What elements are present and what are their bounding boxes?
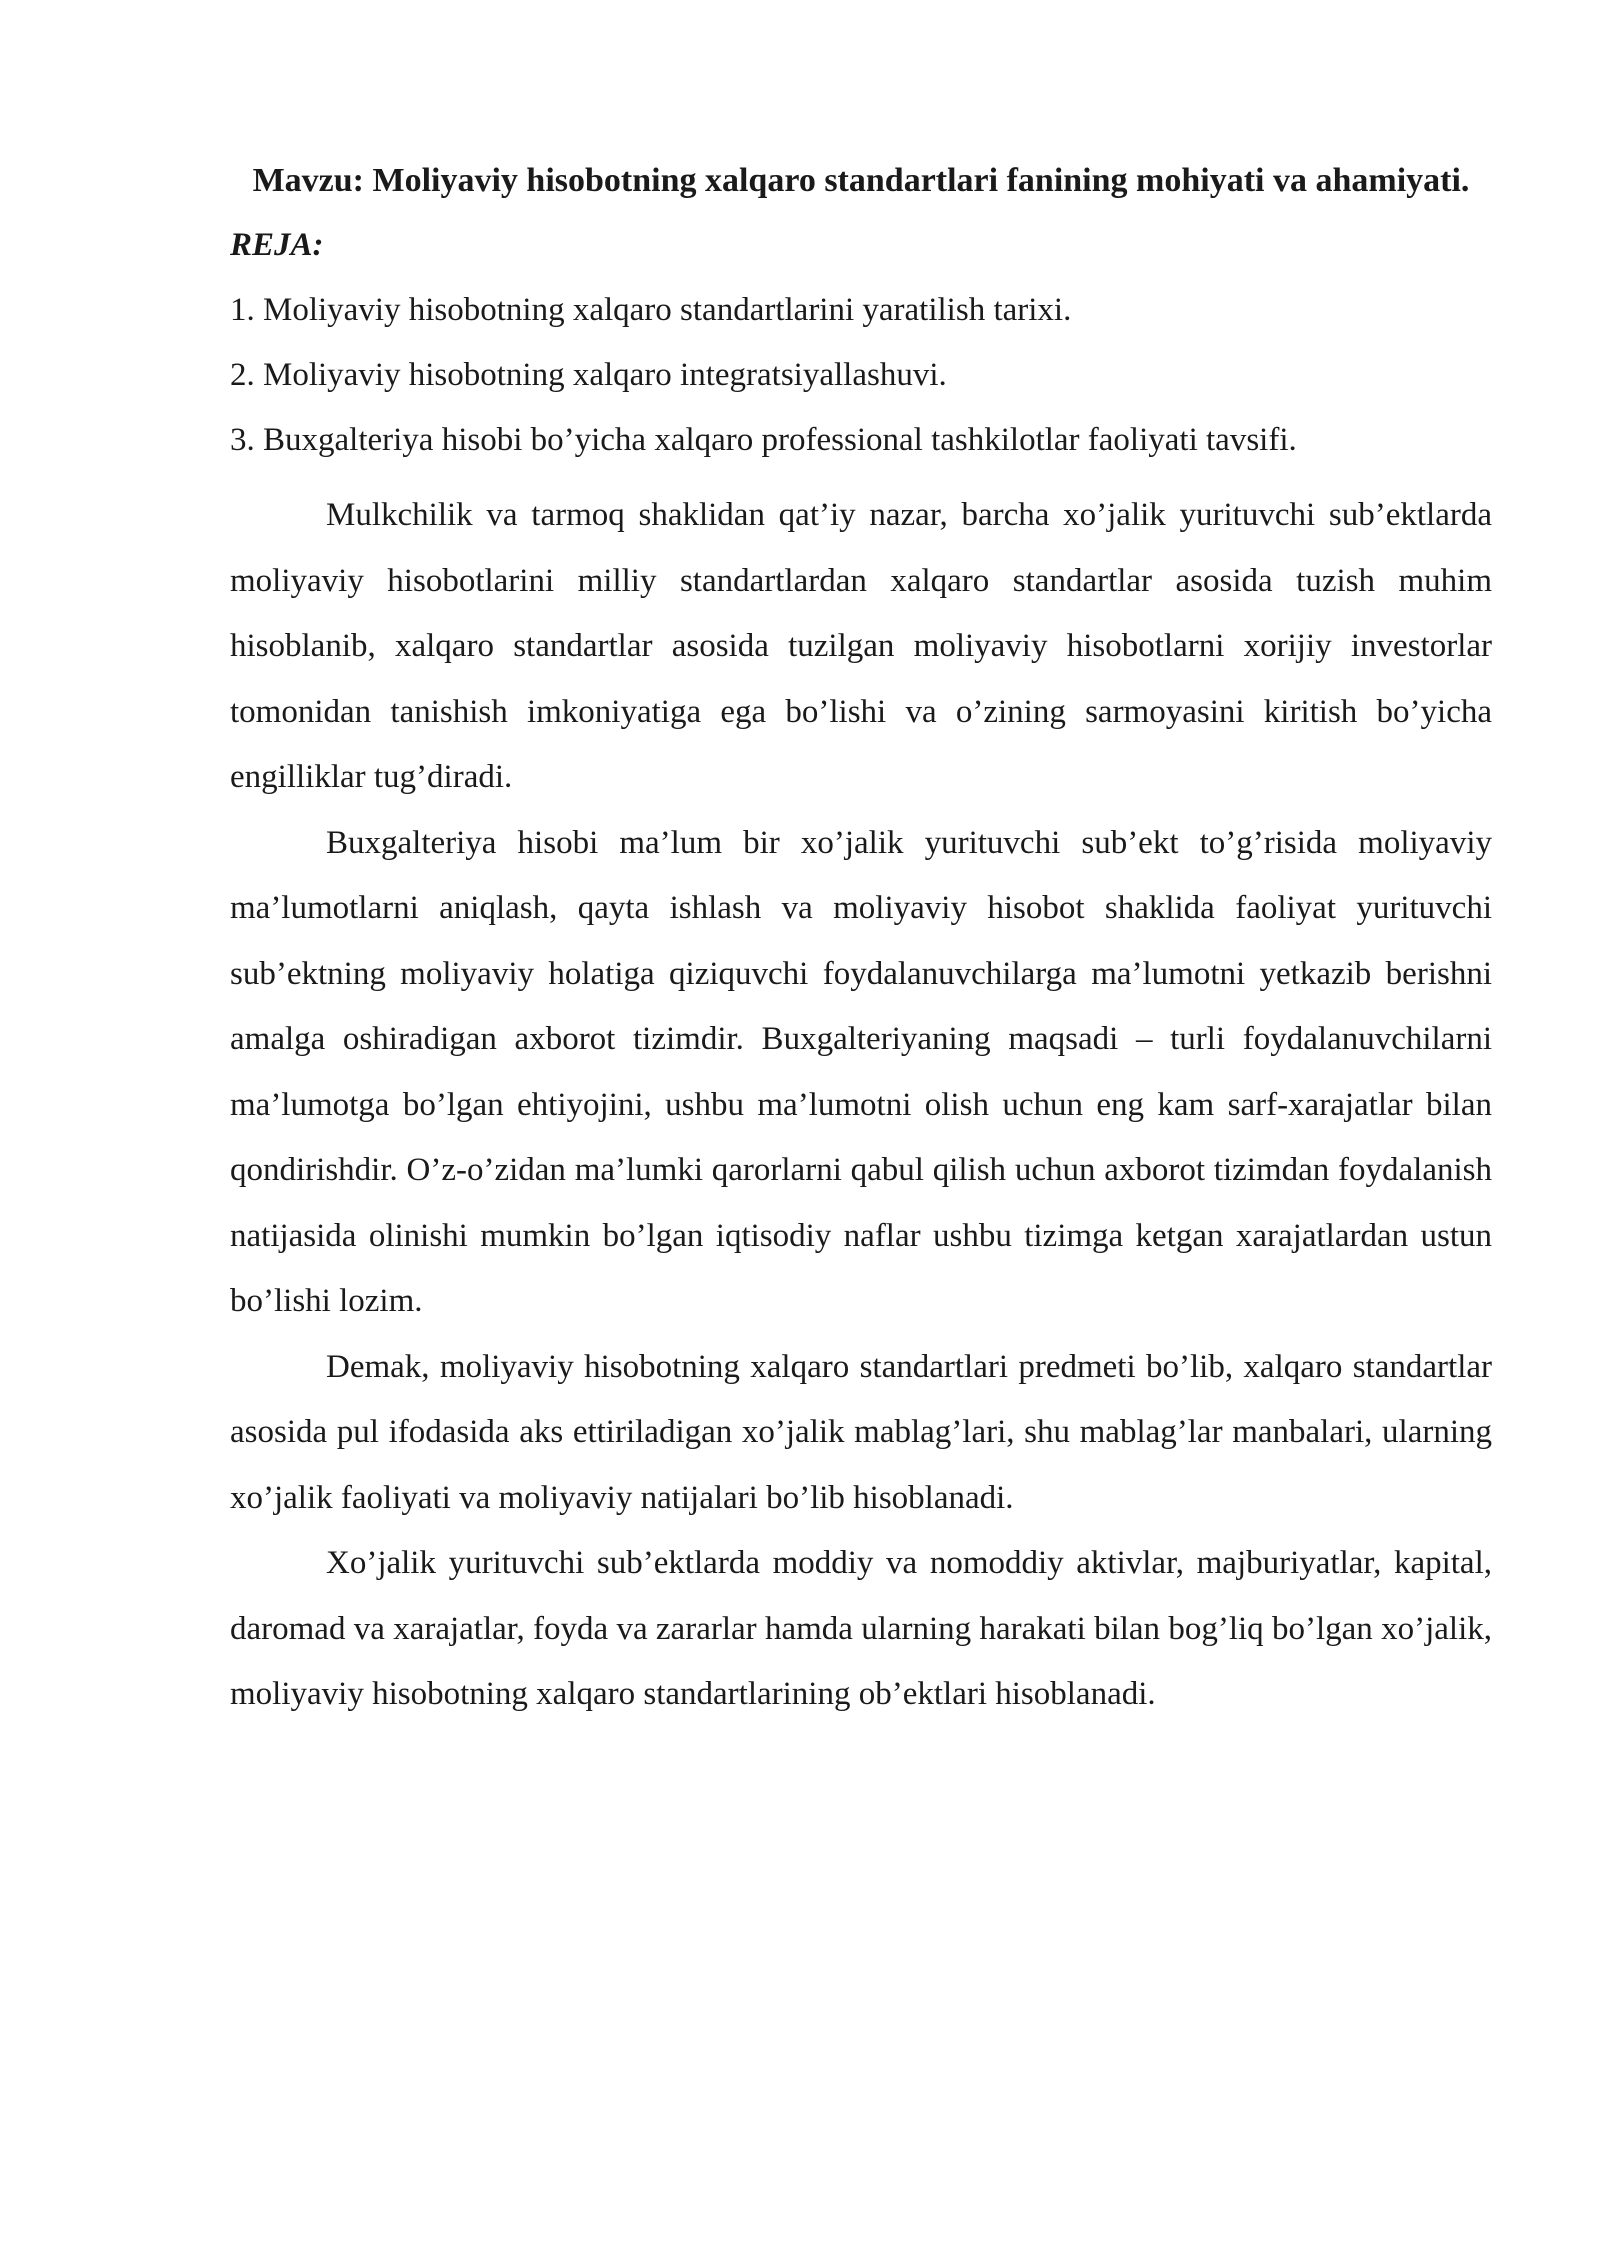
plan-heading: REJA: <box>230 227 324 263</box>
document-title: Mavzu: Moliyaviy hisobotning xalqaro standartlari fanining mohiyati va ahamiyati. <box>252 162 1470 199</box>
body-text <box>230 483 1492 1728</box>
plan-list <box>230 278 1492 473</box>
plan-item: 1. Moliyaviy hisobotning xalqaro standartlarini yaratilish tarixi. <box>230 292 1072 328</box>
plan-item: 2. Moliyaviy hisobotning xalqaro integratsiyallashuvi. <box>230 357 947 393</box>
paragraph: Mulkchilik va tarmoq shaklidan qat’iy nazar, barcha xo’jalik yurituvchi sub’ektlarda moliyaviy hisobotlarini milliy standartlardan xalqaro standartlar asosida tuzish muhim hisoblanib, xalqaro standartlar asosida tuzilgan moliyaviy hisobotlarni xorijiy investorlar tomonidan tanishish imkoniyatiga ega bo’lishi va o’zining sarmoyasini kiritish bo’yicha engilliklar tug’diradi. <box>230 497 1492 795</box>
plan-item: 3. Buxgalteriya hisobi bo’yicha xalqaro professional tashkilotlar faoliyati tavsifi. <box>230 422 1297 458</box>
page-content <box>230 148 1492 1728</box>
paragraph: Xo’jalik yurituvchi sub’ektlarda moddiy va nomoddiy aktivlar, majburiyatlar, kapital, daromad va xarajatlar, foyda va zararlar hamda ularning harakati bilan bog’liq bo’lgan xo’jalik, moliyaviy hisobotning xalqaro standartlarining ob’ektlari hisoblanadi. <box>230 1545 1492 1712</box>
paragraph: Demak, moliyaviy hisobotning xalqaro standartlari predmeti bo’lib, xalqaro standartlar asosida pul ifodasida aks ettiriladigan xo’jalik mablag’lari, shu mablag’lar manbalari, ularning xo’jalik faoliyati va moliyaviy natijalari bo’lib hisoblanadi. <box>230 1348 1492 1516</box>
paragraph: Buxgalteriya hisobi ma’lum bir xo’jalik yurituvchi sub’ekt to’g’risida moliyaviy ma’lumotlarni aniqlash, qayta ishlash va moliyaviy hisobot shaklida faoliyat yurituvchi sub’ektning moliyaviy holatiga qiziquvchi foydalanuvchilarga ma’lumotni yetkazib berishni amalga oshiradigan axborot tizimdir. Buxgalteriyaning maqsadi – turli foydalanuvchilarni ma’lumotga bo’lgan ehtiyojini, ushbu ma’lumotni olish uchun eng kam sarf-xarajatlar bilan qondirishdir. O’z-o’zidan ma’lumki qarorlarni qabul qilish uchun axborot tizimdan foydalanish natijasida olinishi mumkin bo’lgan iqtisodiy naflar ushbu tizimga ketgan xarajatlardan ustun bo’lishi lozim. <box>230 824 1492 1319</box>
